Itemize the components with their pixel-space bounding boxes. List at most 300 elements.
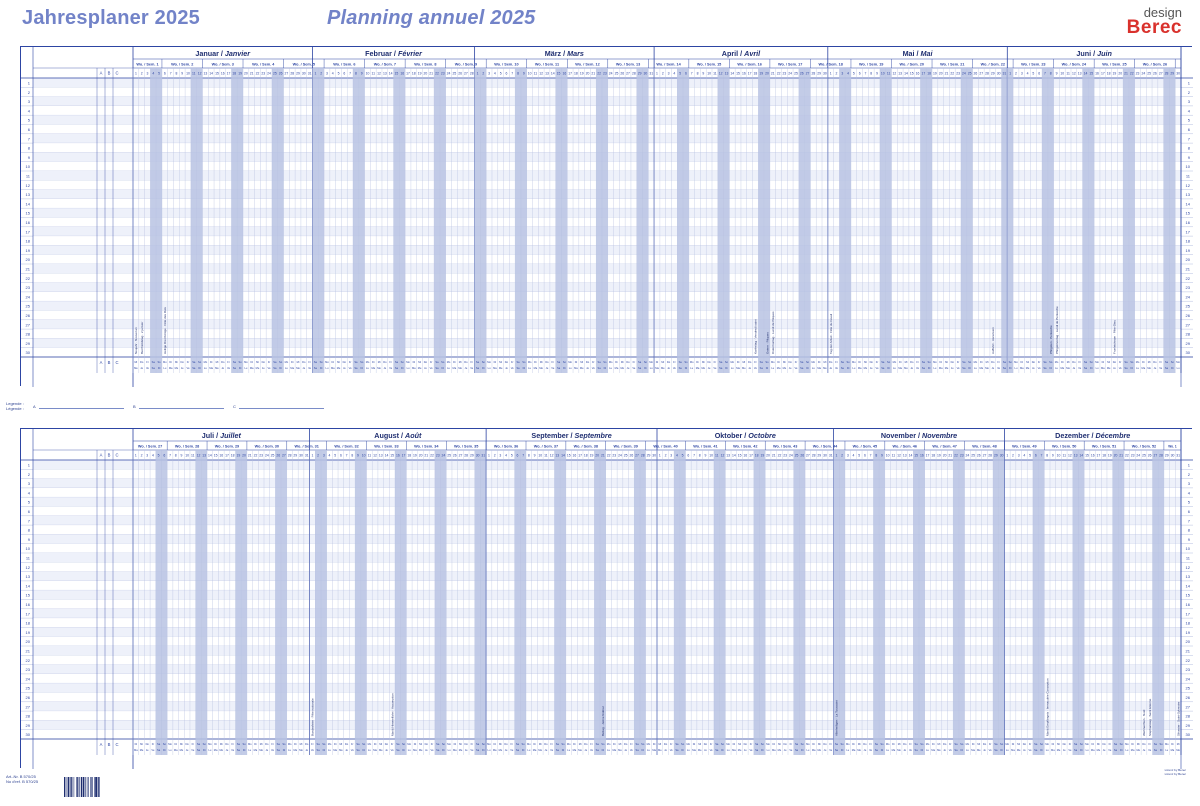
weekday-de: So — [238, 361, 242, 364]
weekday-de: Mi — [419, 743, 423, 746]
weekend-column — [799, 68, 805, 373]
week-label: Wo. / Sem. 27 — [137, 444, 163, 449]
weekday-fr: Sa — [516, 367, 520, 370]
day-number: 21 — [770, 71, 775, 76]
day-number: 4 — [675, 453, 678, 458]
weekday-fr: Me — [215, 367, 219, 370]
weekday-de: Fr — [632, 361, 636, 364]
weekday-fr: Ma — [771, 749, 776, 752]
row-number-left: 13 — [25, 192, 30, 198]
weekday-fr: Sa — [1043, 367, 1047, 370]
abc-column-header: B — [107, 70, 111, 76]
weekday-fr: Di — [644, 367, 647, 370]
weekday-de: Di — [692, 743, 696, 746]
barcode-bar — [81, 777, 82, 797]
row-number-left: 30 — [25, 350, 30, 356]
weekday-fr: Me — [296, 367, 300, 370]
day-number: 3 — [488, 71, 491, 76]
row-number-left: 23 — [25, 285, 30, 291]
abc-column-header: C — [115, 452, 119, 458]
barcode-bar — [74, 777, 75, 797]
abc-column-footer: C — [115, 360, 119, 365]
weekday-fr: Sa — [597, 367, 601, 370]
week-label: Wo. / Sem. 22 — [980, 62, 1006, 67]
weekday-de: Fr — [550, 743, 553, 746]
row-number-left: 8 — [27, 145, 30, 151]
row-number-right: 9 — [1187, 536, 1190, 542]
weekday-fr: Ma — [293, 749, 298, 752]
weekday-fr: Lu — [325, 367, 329, 370]
weekday-de: Fr — [390, 743, 394, 746]
row-number-right: 24 — [1185, 294, 1190, 300]
day-number: 7 — [349, 71, 352, 76]
weekday-fr: Ma — [333, 749, 338, 752]
weekday-fr: Ma — [1130, 749, 1135, 752]
weekday-de: Mi — [823, 361, 827, 364]
month-title: November / Novembre — [880, 431, 958, 440]
weekday-fr: Me — [1096, 749, 1101, 752]
weekday-de: Di — [971, 743, 975, 746]
week-label: Wo. / Sem. 18 — [818, 62, 843, 67]
weekend-column — [683, 68, 689, 373]
weekday-fr: Sa — [678, 367, 682, 370]
weekday-fr: Ma — [452, 367, 457, 370]
day-number: 12 — [1071, 71, 1076, 76]
weekday-fr: Me — [697, 749, 702, 752]
day-number: 31 — [304, 453, 309, 458]
row-number-right: 22 — [1185, 657, 1190, 663]
weekday-de: Mo — [1164, 743, 1169, 746]
weekday-fr: Je — [424, 749, 428, 752]
weekday-de: Di — [174, 743, 177, 746]
weekday-fr: Je — [823, 749, 827, 752]
weekday-fr: Sa — [196, 749, 201, 752]
weekday-de: Di — [939, 361, 942, 364]
weekend-column — [1113, 450, 1119, 755]
weekend-column — [805, 68, 811, 373]
weekday-fr: Lu — [567, 749, 571, 752]
weekday-de: Sa — [1002, 361, 1006, 364]
weekday-fr: Di — [242, 749, 246, 752]
legend-field-c[interactable] — [233, 404, 324, 409]
weekday-fr: Ma — [614, 367, 619, 370]
weekday-de: So — [846, 361, 850, 364]
weekday-de: Fr — [590, 743, 593, 746]
barcode-bar — [77, 777, 78, 797]
week-label: Wo. / Sem. 6 — [333, 62, 356, 67]
row-number-right: 25 — [1185, 303, 1190, 309]
day-number: 28 — [469, 71, 474, 76]
abc-column-footer: C — [115, 742, 119, 747]
day-number: 25 — [1147, 71, 1152, 76]
day-number: 27 — [464, 71, 468, 76]
weekday-de: Fr — [949, 743, 952, 746]
day-number: 10 — [885, 453, 890, 458]
weekday-de: Mi — [180, 743, 183, 746]
footer-art-nr: Art.-Nr. B 570/25 — [6, 774, 36, 779]
week-label: Wo. / Sem. 28 — [174, 444, 200, 449]
day-number: 16 — [743, 453, 748, 458]
weekend-column — [521, 68, 527, 373]
weekday-de: So — [157, 361, 161, 364]
weekend-column — [1123, 68, 1129, 373]
weekday-fr: Sa — [1124, 367, 1128, 370]
weekday-fr: Sa — [316, 749, 320, 752]
weekday-fr: Ve — [869, 749, 873, 752]
footer-ref-nr: No d'ref. B 570/25 — [6, 779, 39, 784]
weekday-fr: Ma — [732, 749, 736, 752]
day-number: 9 — [181, 71, 184, 76]
weekend-column — [634, 450, 640, 755]
row-number-left: 16 — [25, 602, 30, 608]
weekday-fr: Di — [641, 749, 644, 752]
weekday-de: Mi — [337, 361, 340, 364]
week-label: Wo. / Sem. 5 — [292, 62, 315, 67]
weekday-de: So — [1130, 361, 1134, 364]
weekday-fr: Me — [937, 749, 941, 752]
weekend-column — [321, 450, 327, 755]
week-label: Wo. / Sem. 44 — [812, 444, 838, 449]
weekend-column — [602, 68, 608, 373]
weekday-fr: Je — [385, 749, 388, 752]
weekday-fr: Di — [684, 367, 688, 370]
weekday-de: Di — [1051, 743, 1055, 746]
row-number-right: 11 — [1185, 173, 1190, 179]
week-label: Wo. / Sem. 49 — [1012, 444, 1037, 449]
abc-column-header: B — [107, 452, 111, 458]
weekday-fr: Di — [960, 749, 963, 752]
weekday-fr: Je — [383, 367, 387, 370]
weekday-de: So — [1079, 743, 1083, 746]
day-number: 30 — [643, 71, 648, 76]
weekday-de: Do — [823, 743, 827, 746]
weekday-de: Mi — [738, 743, 741, 746]
day-number: 20 — [423, 71, 428, 76]
weekday-fr: Lu — [965, 749, 969, 752]
row-number-right: 17 — [1185, 229, 1190, 235]
weekday-de: Mi — [742, 361, 746, 364]
weekday-fr: Je — [544, 749, 548, 752]
week-label: Wo. / Sem. 39 — [613, 444, 638, 449]
day-number: 22 — [776, 71, 781, 76]
weekday-de: Do — [261, 361, 265, 364]
weekday-de: Sa — [236, 743, 240, 746]
day-number: 31 — [307, 71, 312, 76]
day-number: 28 — [985, 71, 989, 76]
weekend-column — [191, 68, 197, 373]
weekday-de: Di — [892, 743, 895, 746]
weekday-de: Mi — [658, 743, 662, 746]
barcode-bar — [68, 777, 70, 797]
month-title: September / Septembre — [531, 431, 612, 440]
holiday-label: Neujahr · Nouvel an — [134, 327, 139, 354]
weekday-fr: Lu — [1165, 749, 1169, 752]
day-number: 31 — [649, 71, 654, 76]
weekday-de: Do — [464, 743, 468, 746]
row-number-right: 19 — [1185, 629, 1190, 635]
weekday-de: Do — [707, 361, 711, 364]
weekday-de: So — [441, 361, 445, 364]
day-number: 22 — [1125, 453, 1129, 458]
weekend-column — [401, 450, 407, 755]
weekday-de: Mo — [608, 361, 613, 364]
weekday-de: Mo — [367, 743, 372, 746]
weekday-fr: Di — [806, 367, 809, 370]
weekday-de: Mi — [339, 743, 343, 746]
weekday-de: Mo — [606, 743, 611, 746]
row-number-left: 14 — [25, 583, 30, 589]
weekday-fr: Sa — [356, 749, 360, 752]
weekday-fr: Ve — [632, 367, 636, 370]
weekday-de: Fr — [1037, 361, 1041, 364]
day-number: 13 — [555, 453, 560, 458]
weekday-de: So — [724, 361, 729, 364]
day-number: 14 — [732, 453, 736, 458]
week-label: Wo. / Sem. 36 — [493, 444, 519, 449]
day-number: 10 — [527, 71, 532, 76]
weekday-de: Sa — [840, 361, 844, 364]
day-number: 27 — [282, 453, 286, 458]
weekday-fr: Di — [482, 749, 485, 752]
weekend-column — [435, 450, 441, 755]
day-number: 29 — [994, 453, 998, 458]
weekday-de: Mi — [857, 743, 861, 746]
day-number: 23 — [959, 453, 964, 458]
weekday-de: Mi — [864, 361, 867, 364]
day-number: 16 — [220, 71, 225, 76]
week-label: Wo. / Sem. 19 — [859, 62, 884, 67]
weekday-de: Di — [772, 743, 775, 746]
weekday-fr: Di — [601, 749, 605, 752]
weekday-fr: Di — [1171, 367, 1174, 370]
day-number: 17 — [747, 71, 752, 76]
day-number: 19 — [413, 453, 417, 458]
weekday-fr: Di — [725, 367, 728, 370]
row-number-left: 20 — [25, 257, 30, 263]
weekday-de: Di — [736, 361, 740, 364]
weekday-fr: Sa — [840, 367, 844, 370]
weekday-fr: Di — [840, 749, 844, 752]
day-number: 23 — [435, 453, 440, 458]
day-number: 5 — [334, 453, 337, 458]
day-number: 15 — [394, 71, 399, 76]
weekday-de: Fr — [191, 743, 195, 746]
weekday-de: So — [481, 361, 485, 364]
weekday-fr: Ve — [510, 749, 514, 752]
weekday-de: Mi — [538, 743, 542, 746]
day-number: 6 — [687, 453, 690, 458]
day-number: 15 — [215, 71, 219, 76]
weekday-de: Do — [1142, 743, 1146, 746]
weekday-de: Do — [1153, 361, 1157, 364]
weekday-de: Do — [1031, 361, 1036, 364]
day-number: 15 — [556, 71, 561, 76]
weekday-fr: Me — [1136, 749, 1141, 752]
weekday-de: Do — [624, 743, 628, 746]
barcode-image — [64, 777, 116, 801]
weekday-fr: Ma — [1019, 367, 1024, 370]
weekday-fr: Me — [976, 749, 981, 752]
row-number-left: 10 — [25, 546, 30, 552]
weekday-fr: Je — [910, 367, 914, 370]
day-number: 10 — [185, 453, 189, 458]
weekday-fr: Ve — [749, 749, 753, 752]
weekend-column — [919, 450, 925, 755]
weekday-fr: Me — [944, 367, 949, 370]
weekday-de: Sa — [962, 361, 966, 364]
day-number: 15 — [213, 453, 218, 458]
weekday-de: Sa — [356, 743, 360, 746]
weekend-column — [515, 450, 521, 755]
weekday-fr: Di — [157, 367, 161, 370]
weekend-column — [596, 68, 602, 373]
day-number: 3 — [322, 453, 325, 458]
weekday-de: Fr — [1028, 743, 1032, 746]
row-number-left: 19 — [25, 247, 30, 253]
row-number-right: 25 — [1185, 685, 1190, 691]
weekday-fr: Ve — [231, 749, 235, 752]
row-number-right: 30 — [1185, 732, 1190, 738]
weekday-de: So — [643, 361, 648, 364]
row-number-right: 7 — [1187, 136, 1190, 142]
day-number: 9 — [704, 453, 707, 458]
weekend-column — [1088, 68, 1094, 373]
day-number: 3 — [846, 453, 849, 458]
weekday-fr: Sa — [635, 749, 639, 752]
day-number: 14 — [388, 71, 393, 76]
day-number: 19 — [238, 71, 243, 76]
weekday-fr: Lu — [284, 367, 288, 370]
weekday-de: Fr — [789, 743, 793, 746]
weekday-fr: Lu — [447, 367, 451, 370]
weekday-de: Mo — [244, 361, 248, 364]
weekday-fr: Je — [1062, 749, 1066, 752]
weekend-column — [718, 68, 724, 373]
row-number-left: 30 — [25, 732, 30, 738]
row-number-left: 25 — [25, 303, 30, 309]
weekday-fr: Me — [1016, 749, 1021, 752]
day-number: 10 — [186, 71, 190, 76]
weekday-fr: Lu — [163, 367, 167, 370]
weekday-de: Di — [453, 361, 456, 364]
row-number-right: 6 — [1187, 127, 1190, 133]
weekday-fr: Di — [765, 367, 769, 370]
weekday-fr: Sa — [236, 749, 240, 752]
day-number: 3 — [1017, 453, 1020, 458]
day-number: 6 — [1034, 453, 1037, 458]
weekday-de: Sa — [719, 361, 723, 364]
weekday-fr: Ma — [817, 367, 821, 370]
row-number-right: 1 — [1187, 80, 1190, 86]
weekday-de: Mi — [539, 361, 543, 364]
weekday-fr: Sa — [475, 749, 480, 752]
week-label: Wo. / Sem. 17 — [777, 62, 803, 67]
day-number: 26 — [976, 453, 981, 458]
weekday-fr: Ma — [412, 367, 416, 370]
row-number-right: 22 — [1185, 275, 1190, 281]
day-number: 13 — [545, 71, 549, 76]
holiday-label: Tag der Arbeit · Fête du travail — [828, 313, 833, 354]
day-number: 18 — [753, 71, 758, 76]
row-number-left: 21 — [25, 266, 30, 272]
weekday-de: Do — [747, 361, 752, 364]
day-number: 22 — [435, 71, 439, 76]
weekend-column — [434, 68, 440, 373]
day-number: 10 — [538, 453, 543, 458]
day-number: 24 — [1136, 453, 1141, 458]
row-number-right: 3 — [1187, 99, 1190, 105]
row-number-right: 19 — [1185, 247, 1190, 253]
weekday-de: Mo — [925, 743, 930, 746]
weekday-de: Do — [424, 743, 428, 746]
weekday-fr: Di — [880, 749, 884, 752]
day-number: 23 — [612, 453, 617, 458]
weekday-fr: Ma — [173, 749, 178, 752]
row-number-right: 2 — [1187, 471, 1190, 477]
weekday-de: Sa — [396, 743, 400, 746]
row-number-left: 4 — [27, 490, 30, 496]
day-number: 13 — [202, 453, 207, 458]
weekday-fr: Ma — [931, 749, 936, 752]
day-number: 25 — [272, 71, 277, 76]
weekday-de: Fr — [794, 361, 798, 364]
barcode-bar — [70, 777, 71, 797]
weekday-de: Do — [743, 743, 747, 746]
row-number-right: 6 — [1187, 509, 1190, 515]
weekday-de: Fr — [351, 743, 354, 746]
day-number: 12 — [720, 453, 725, 458]
legend-field-b[interactable] — [133, 404, 224, 409]
day-number: 25 — [614, 71, 619, 76]
row-number-left: 12 — [25, 182, 30, 188]
legend-field-a[interactable] — [33, 404, 124, 409]
row-number-right: 16 — [1185, 220, 1190, 226]
row-number-left: 7 — [27, 136, 30, 142]
week-label: Wo. / Sem. 26 — [1142, 62, 1168, 67]
weekday-de: Fr — [916, 361, 919, 364]
barcode-bar — [66, 777, 67, 797]
weekday-de: Mi — [618, 743, 622, 746]
weekend-column — [554, 450, 560, 755]
weekday-fr: Me — [299, 749, 303, 752]
weekend-column — [640, 450, 646, 755]
weekday-fr: Me — [418, 749, 423, 752]
weekday-de: Mi — [1057, 743, 1060, 746]
row-number-right: 27 — [1185, 322, 1190, 328]
weekday-fr: Ma — [857, 367, 862, 370]
weekday-de: Mo — [447, 743, 451, 746]
weekday-de: Di — [573, 743, 576, 746]
row-number-left: 18 — [25, 238, 30, 244]
weekday-de: So — [603, 361, 607, 364]
weekday-fr: Lu — [406, 367, 410, 370]
weekday-fr: Ve — [629, 749, 633, 752]
barcode-bar — [71, 777, 72, 797]
day-number: 23 — [956, 71, 960, 76]
day-number: 21 — [591, 71, 596, 76]
week-label: Wo. / Sem. 41 — [693, 444, 718, 449]
day-number: 12 — [549, 453, 554, 458]
day-number: 26 — [278, 71, 283, 76]
weekday-de: Fr — [1108, 743, 1112, 746]
weekday-fr: Di — [721, 749, 724, 752]
weekend-column — [799, 450, 805, 755]
day-number: 5 — [679, 71, 682, 76]
weekday-de: Do — [982, 743, 987, 746]
day-number: 21 — [247, 453, 252, 458]
weekday-fr: Je — [265, 749, 269, 752]
weekday-fr: Sa — [555, 749, 559, 752]
